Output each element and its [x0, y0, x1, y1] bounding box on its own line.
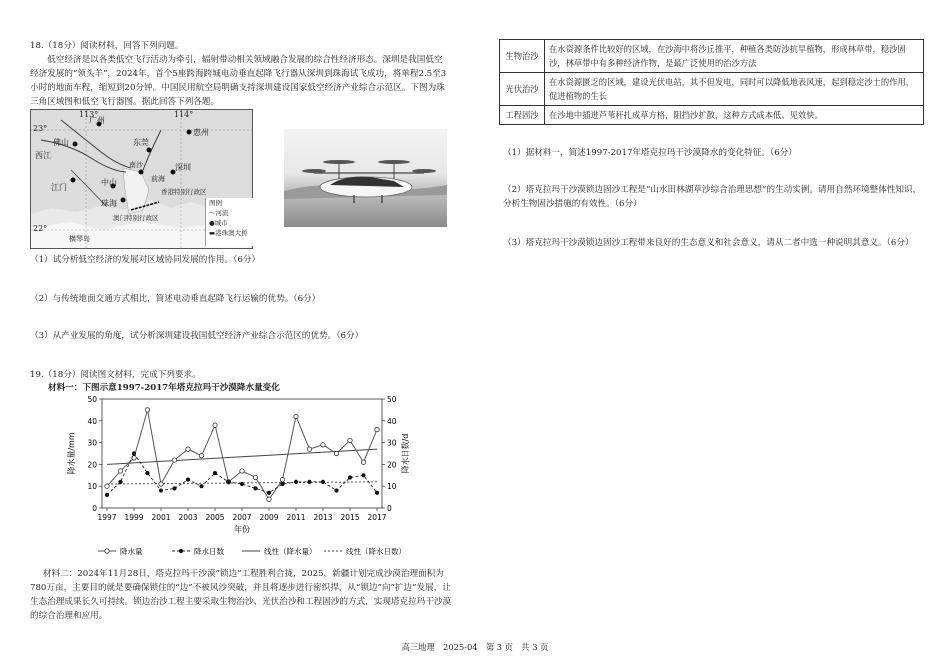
- map-lon-114: 114°: [174, 110, 194, 119]
- x-tick-label: 2005: [205, 513, 225, 522]
- q19-heading: 19.（18分）阅读图文材料，完成下列要求。: [30, 370, 201, 380]
- point-days: [267, 491, 271, 495]
- point-days: [172, 486, 176, 490]
- map-label-macau: 澳门特别行政区: [113, 214, 159, 222]
- point-amount: [199, 453, 203, 457]
- x-tick-label: 2003: [178, 513, 198, 522]
- point-days: [253, 486, 257, 490]
- map-legend: [205, 198, 255, 246]
- y-tick-label-left: 20: [87, 460, 97, 470]
- point-days: [294, 480, 298, 484]
- map-label-hengqin: 横琴岛: [69, 235, 90, 243]
- point-days: [186, 478, 190, 482]
- point-amount: [253, 475, 257, 479]
- point-amount: [145, 408, 149, 412]
- point-days: [199, 484, 203, 488]
- y-axis-label-left: 降水量/mm: [67, 432, 76, 475]
- y-tick-label-right: 0: [387, 504, 392, 513]
- legend-marker-amount: [105, 549, 109, 553]
- x-tick-label: 2015: [340, 513, 360, 522]
- point-days: [307, 480, 311, 484]
- q18-heading: 18.（18分）阅读材料，回答下列问题。: [30, 41, 184, 51]
- point-amount: [213, 423, 217, 427]
- legend-bridge: ▬港珠澳大桥: [209, 229, 248, 237]
- method-name: 生物治沙: [500, 40, 545, 73]
- map-label-nansha: 南沙: [129, 161, 143, 169]
- table-row: [500, 106, 924, 125]
- point-days: [132, 451, 136, 455]
- point-amount: [280, 477, 284, 481]
- y-tick-label-left: 30: [87, 438, 97, 448]
- point-days: [361, 473, 365, 477]
- point-days: [145, 471, 149, 475]
- y-tick-label-left: 40: [87, 416, 97, 426]
- method-desc: 在水资源条件比较好的区域，在沙海中将沙丘推平，种植各类防沙抗旱植物，形成林草带，稳沙固沙，林草带中有多种经济作物，是最广泛使用的治沙方法: [545, 40, 924, 73]
- pearl-river-delta-map: [30, 109, 253, 249]
- legend-title: 图例: [209, 199, 222, 207]
- method-name: 光伏治沙: [500, 73, 545, 106]
- legend-label: 线性（降水日数）: [346, 547, 406, 556]
- y-tick-label-right: 50: [387, 395, 397, 404]
- point-days: [213, 471, 217, 475]
- point-days: [348, 475, 352, 479]
- map-lat-22: 22°: [33, 224, 48, 233]
- q18-sub3: （3）从产业发展的角度，试分析深圳建设我国低空经济产业综合示范区的优势。（6分）: [30, 331, 364, 341]
- legend-river: ～河流: [209, 209, 229, 217]
- legend-label: 线性（降水量）: [264, 547, 317, 556]
- y-tick-label-right: 30: [387, 438, 397, 448]
- evtol-aircraft-icon: [284, 129, 447, 227]
- legend-label: 降水量: [120, 547, 143, 556]
- table-row: [500, 73, 924, 106]
- x-tick-label: 1999: [124, 513, 144, 522]
- point-amount: [118, 469, 122, 473]
- point-amount: [186, 447, 190, 451]
- point-amount: [334, 451, 338, 455]
- legend-label: 降水日数: [194, 547, 224, 556]
- point-days: [159, 488, 163, 492]
- bridge-line-icon: ▬: [209, 229, 216, 237]
- point-days: [321, 480, 325, 484]
- map-label-hongkong: 香港特别行政区: [161, 188, 207, 196]
- point-amount: [172, 458, 176, 462]
- point-days: [334, 488, 338, 492]
- y-tick-label-right: 20: [387, 460, 397, 470]
- point-amount: [240, 469, 244, 473]
- y-tick-label-right: 10: [387, 482, 397, 492]
- point-days: [105, 493, 109, 497]
- legend-city: ●城市: [209, 219, 228, 227]
- y-tick-label-left: 10: [87, 482, 97, 492]
- desert-control-methods-table: [499, 39, 924, 125]
- y-axis-label-right: 降水日数/d: [401, 433, 410, 474]
- page-footer: 高三地理 2025-04 第 3 页 共 3 页: [401, 642, 549, 652]
- map-label-foshan: 佛山: [53, 138, 69, 147]
- x-tick-label: 2007: [232, 513, 252, 522]
- point-amount: [105, 484, 109, 488]
- q19-sub1: （1）据材料一，简述1997-2017年塔克拉玛干沙漠降水的变化特征。（6分）: [503, 148, 797, 158]
- map-label-shenzhen: 深圳: [175, 163, 191, 172]
- map-label-huizhou: 惠州: [193, 128, 209, 137]
- x-tick-label: 2009: [259, 513, 279, 522]
- point-amount: [375, 427, 379, 431]
- map-label-zhongshan: 中山: [101, 178, 117, 187]
- city-dot-icon: ●: [209, 219, 215, 227]
- q19-sub2: （2）塔克拉玛干沙漠锁边固沙工程是“山水田林湖草沙综合治理思想”的生动实例。请用自然环境整体性知识，分析生物固沙措施的有效性。（6分）: [503, 185, 922, 209]
- map-label-zhuhai: 珠海: [101, 199, 117, 208]
- q19-material1: 材料一：下图示意1997-2017年塔克拉玛干沙漠降水量变化: [48, 383, 280, 393]
- point-amount: [361, 460, 365, 464]
- q18-sub1: （1）试分析低空经济的发展对区域协同发展的作用。（6分）: [30, 255, 261, 265]
- point-amount: [294, 414, 298, 418]
- y-tick-label-left: 0: [92, 504, 97, 513]
- map-lat-23: 23°: [33, 124, 48, 133]
- point-days: [280, 482, 284, 486]
- map-label-jiangmen: 江门: [51, 183, 67, 192]
- method-desc: 在水资源匮乏的区域，建设光伏电站，其不但发电，同时可以降低地表风速，起到稳定沙土的作用，促进植物的生长: [545, 73, 924, 106]
- y-tick-label-right: 40: [387, 416, 397, 426]
- q19-material2: 材料二：2024年11月28日，塔克拉玛干沙漠“锁边”工程胜利合拢，2025，新疆计划完成沙漠治理面积为780万亩，主要目的就是要确保锁住的“边”不被风沙突破，并且将逐步进行密织捍，从“锁边”向“扩边”发展，让生态治理成果长久可持续。锁边治沙工程主要采取生物治沙、光伏治沙和工程固沙的方式，实现塔克拉玛干沙漠的综合治理和应用。: [30, 569, 452, 621]
- x-tick-label: 2011: [286, 513, 306, 522]
- point-days: [375, 491, 379, 495]
- q19-sub3: （3）塔克拉玛干沙漠锁边固沙工程带来良好的生态意义和社会意义，请从二者中选一种说明其意义。（6分）: [503, 238, 914, 248]
- x-tick-label: 2017: [367, 513, 387, 522]
- point-amount: [321, 443, 325, 447]
- map-label-dongguan: 东莞: [133, 138, 149, 147]
- point-days: [226, 480, 230, 484]
- x-axis-label: 年份: [234, 525, 250, 534]
- point-days: [118, 480, 122, 484]
- x-tick-label: 2001: [151, 513, 171, 522]
- map-label-qianhai: 前海: [151, 175, 165, 183]
- river-line-icon: ～: [209, 209, 216, 217]
- method-name: 工程固沙: [500, 106, 545, 125]
- precipitation-chart: [60, 393, 420, 568]
- point-amount: [307, 447, 311, 451]
- map-label-xijiang: 西江: [35, 151, 51, 160]
- map-label-guangzhou: 广州: [89, 116, 105, 125]
- evtol-aircraft-photo: [284, 129, 447, 227]
- legend-marker-days: [179, 549, 183, 553]
- point-amount: [267, 497, 271, 501]
- point-amount: [159, 482, 163, 486]
- method-desc: 在沙地中插进芦苇秆扎成草方格，阻挡沙扩散，这种方式成本低、见效快。: [545, 106, 924, 125]
- y-tick-label-left: 50: [87, 395, 97, 404]
- q18-intro: 低空经济是以各类低空飞行活动为牵引，辐射带动相关领域融合发展的综合性经济形态。深圳是我国低空经济发展的“领头羊”，2024年，首个5座跨海跨城电动垂直起降飞行器从深圳到珠海试飞成功，将单程2.5至3小时的地面车程，缩短到20分钟。中国民用航空局明确支持深圳建设国家低空经济产业综合示范区。下图为珠三角区域图和低空飞行器图。据此回答下列各题。: [30, 55, 447, 107]
- q18-sub2: （2）与传统地面交通方式相比，简述电动垂直起降飞行运输的优势。（6分）: [30, 294, 321, 304]
- x-tick-label: 2013: [313, 513, 333, 522]
- x-tick-label: 1997: [97, 513, 117, 522]
- map-lon-113: 113°: [79, 110, 99, 119]
- table-row: [500, 40, 924, 73]
- point-days: [240, 482, 244, 486]
- point-amount: [348, 438, 352, 442]
- plot-frame: [102, 399, 382, 508]
